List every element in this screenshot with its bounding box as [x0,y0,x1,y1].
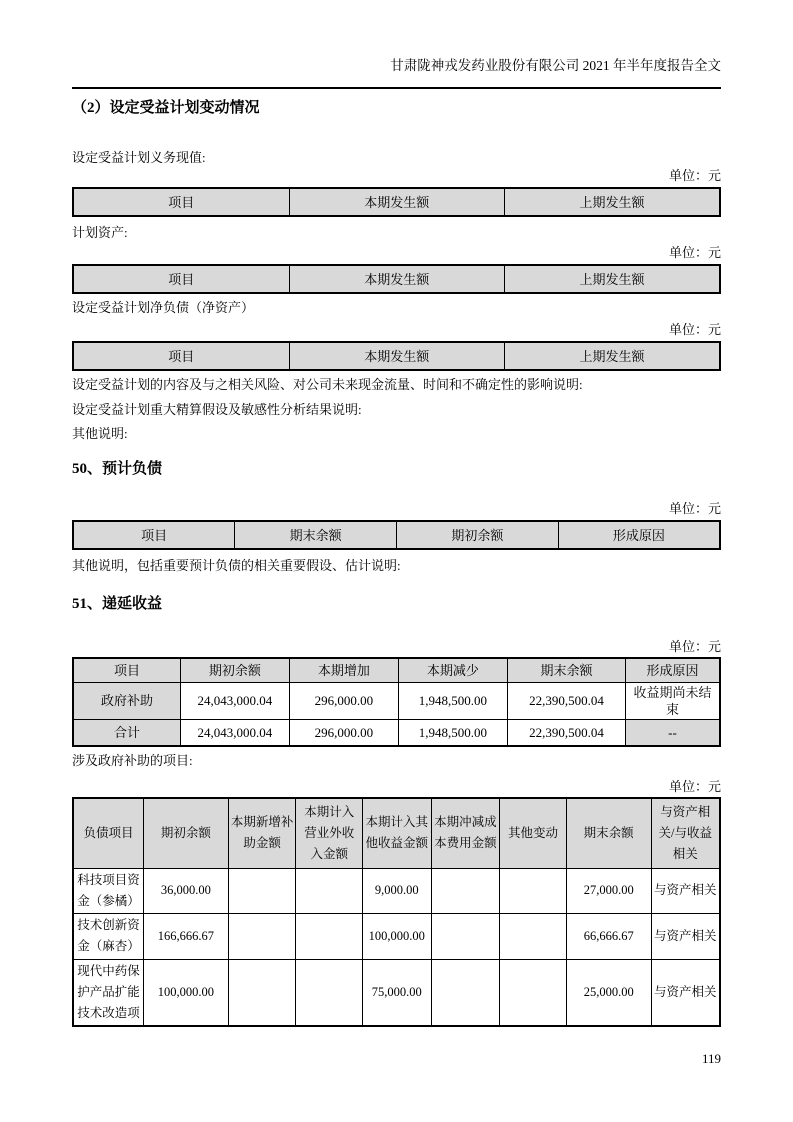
section-heading-benefit-plan-changes: （2）设定受益计划变动情况 [72,100,260,116]
cell-opening-balance: 36,000.00 [144,868,229,913]
unit-label: 单位：元 [668,501,721,516]
table-header-row [73,798,720,868]
label-net-liability: 设定受益计划净负债（净资产） [72,300,255,315]
header-cell-current-amount: 本期发生额 [289,265,504,293]
header-cell-item: 项目 [73,521,235,549]
cell-cost-offset [431,913,500,959]
header-cell-item: 项目 [73,188,289,216]
header-cell-closing-balance: 期末余额 [566,798,651,868]
header-cell-item: 项目 [73,658,180,682]
label-plan-assets: 计划资产: [72,225,128,240]
cell-closing-balance: 27,000.00 [566,868,651,913]
cell-other-changes [500,868,567,913]
cell-closing-balance: 22,390,500.04 [507,682,625,719]
row-grant-project [73,868,720,913]
table-header-row [73,342,720,370]
cell-closing-balance: 66,666.67 [566,913,651,959]
unit-label: 单位：元 [668,322,721,337]
header-cell-liability-item: 负债项目 [73,798,144,868]
note-actuarial: 设定受益计划重大精算假设及敏感性分析结果说明: [72,402,362,417]
cell-non-operating-income [296,868,363,913]
row-government-grants [73,682,720,719]
row-grant-project [73,959,720,1026]
cell-liability-item: 现代中药保护产品扩能技术改造项 [73,959,144,1026]
table-header-row [73,658,720,682]
header-cell-other-income: 本期计入其他收益金额 [363,798,432,868]
header-cell-closing-balance: 期末余额 [507,658,625,682]
report-header [72,0,721,89]
unit-label: 单位：元 [668,779,721,794]
header-cell-closing-balance: 期末余额 [235,521,397,549]
section-heading-provisions: 50、预计负债 [72,461,163,477]
header-cell-non-operating-income: 本期计入营业外收入金额 [296,798,363,868]
label-gov-grant-projects: 涉及政府补助的项目: [72,753,193,768]
header-cell-asset-income-related: 与资产相关/与收益相关 [651,798,720,868]
header-cell-current-amount: 本期发生额 [289,342,504,370]
cell-liability-item: 科技项目资金（参橘） [73,868,144,913]
header-cell-prior-amount: 上期发生额 [505,342,720,370]
cell-new-grant [228,959,296,1026]
cell-current-increase: 296,000.00 [289,682,398,719]
cell-new-grant [228,868,296,913]
header-cell-new-grant: 本期新增补助金额 [228,798,296,868]
unit-label: 单位：元 [668,639,721,654]
note-other: 其他说明: [72,426,128,441]
cell-other-income: 75,000.00 [363,959,432,1026]
header-cell-cost-offset: 本期冲减成本费用金额 [431,798,500,868]
header-cell-current-amount: 本期发生额 [289,188,504,216]
cell-opening-balance: 24,043,000.04 [180,682,289,719]
cell-current-increase: 296,000.00 [289,719,398,746]
table-header-row [73,188,720,216]
table-header-row [73,265,720,293]
page-number: 119 [701,1051,721,1066]
cell-new-grant [228,913,296,959]
cell-asset-income-related: 与资产相关 [651,868,720,913]
cell-asset-income-related: 与资产相关 [651,959,720,1026]
table-header-row [73,521,720,549]
cell-opening-balance: 24,043,000.04 [180,719,289,746]
label-present-value: 设定受益计划义务现值: [72,150,206,165]
cell-closing-balance: 22,390,500.04 [507,719,625,746]
header-cell-item: 项目 [73,265,289,293]
header-cell-current-increase: 本期增加 [289,658,398,682]
header-cell-formation-reason: 形成原因 [626,658,721,682]
cell-formation-reason: -- [626,719,721,746]
cell-cost-offset [431,868,500,913]
table-net-liability [72,341,721,371]
cell-non-operating-income [296,959,363,1026]
cell-opening-balance: 166,666.67 [144,913,229,959]
header-cell-formation-reason: 形成原因 [558,521,720,549]
unit-label: 单位：元 [668,168,721,183]
cell-cost-offset [431,959,500,1026]
row-grant-project [73,913,720,959]
table-plan-assets [72,264,721,294]
header-cell-prior-amount: 上期发生额 [505,188,720,216]
header-cell-opening-balance: 期初余额 [180,658,289,682]
header-cell-other-changes: 其他变动 [500,798,567,868]
header-cell-prior-amount: 上期发生额 [505,265,720,293]
cell-opening-balance: 100,000.00 [144,959,229,1026]
table-deferred-income [72,657,721,747]
cell-other-income: 100,000.00 [363,913,432,959]
unit-label: 单位：元 [668,245,721,260]
cell-closing-balance: 25,000.00 [566,959,651,1026]
cell-other-income: 9,000.00 [363,868,432,913]
note-content-risk: 设定受益计划的内容及与之相关风险、对公司未来现金流量、时间和不确定性的影响说明: [72,377,583,392]
cell-current-decrease: 1,948,500.00 [398,719,507,746]
table-gov-grant-projects [72,797,721,1027]
table-present-value [72,187,721,217]
cell-current-decrease: 1,948,500.00 [398,682,507,719]
report-header-title: 甘肃陇神戎发药业股份有限公司 2021 年半年度报告全文 [390,58,721,73]
row-total [73,719,720,746]
cell-liability-item: 技术创新资金（麻杏） [73,913,144,959]
cell-other-changes [500,959,567,1026]
table-provisions [72,520,721,550]
cell-non-operating-income [296,913,363,959]
section-heading-deferred-income: 51、递延收益 [72,596,163,612]
note-provisions-other: 其他说明，包括重要预计负债的相关重要假设、估计说明: [72,558,401,573]
cell-item: 政府补助 [73,682,180,719]
cell-formation-reason: 收益期尚未结束 [626,682,721,719]
header-cell-opening-balance: 期初余额 [397,521,559,549]
cell-item: 合计 [73,719,180,746]
header-cell-opening-balance: 期初余额 [144,798,229,868]
cell-asset-income-related: 与资产相关 [651,913,720,959]
cell-other-changes [500,913,567,959]
header-cell-item: 项目 [73,342,289,370]
header-cell-current-decrease: 本期减少 [398,658,507,682]
